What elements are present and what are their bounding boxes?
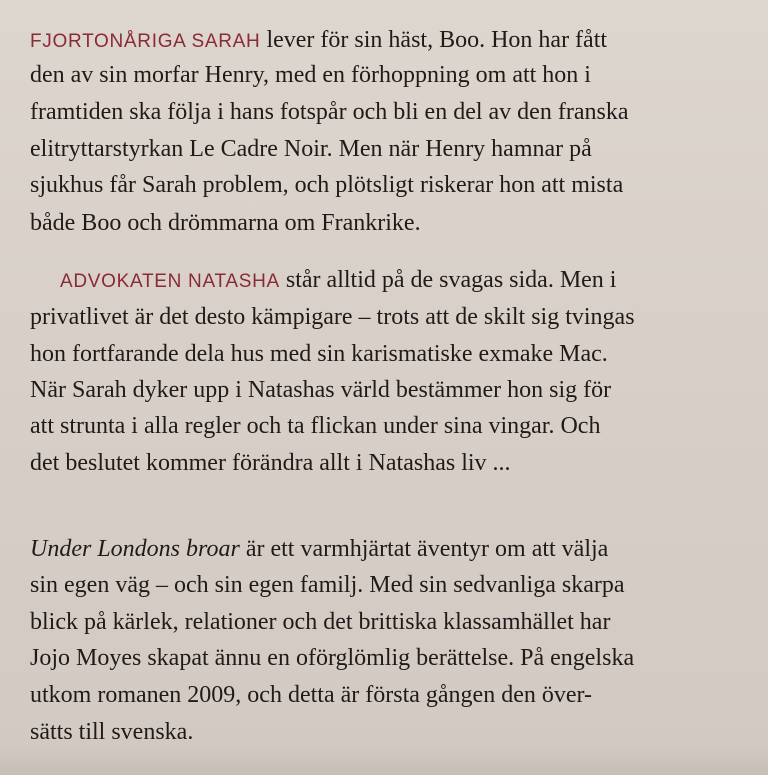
line-summary-6: sätts till svenska. bbox=[30, 719, 194, 745]
book-title: Under Londons broar bbox=[30, 536, 240, 562]
line-sarah-6: både Boo och drömmarna om Frankrike. bbox=[30, 210, 421, 236]
line-sarah-5: sjukhus får Sarah problem, och plötsligt riskerar hon att mista bbox=[30, 172, 624, 198]
line-natasha-4: När Sarah dyker upp i Natashas värld bestämmer hon sig för bbox=[30, 377, 612, 403]
line-sarah-1 bbox=[30, 25, 607, 57]
line-summary-1 bbox=[30, 534, 608, 564]
line-sarah-3: framtiden ska följa i hans fotspår och bli en del av den franska bbox=[30, 99, 629, 125]
lead-sarah: FJORTONÅRIGA SARAH bbox=[30, 31, 261, 52]
lead-natasha: ADVOKATEN NATASHA bbox=[60, 271, 280, 292]
line-summary-2: sin egen väg – och sin egen familj. Med sin sedvanliga skarpa bbox=[30, 572, 625, 598]
line-summary-1-text: är ett varmhjärtat äventyr om att välja bbox=[239, 536, 609, 562]
line-natasha-6: det beslutet kommer förändra allt i Natashas liv ... bbox=[30, 450, 511, 476]
line-natasha-2: privatlivet är det desto kämpigare – trots att de skilt sig tvingas bbox=[30, 304, 635, 330]
line-summary-3: blick på kärlek, relationer och det brittiska klassamhället har bbox=[30, 609, 611, 635]
page-shadow bbox=[0, 745, 768, 775]
line-sarah-1-text: lever för sin häst, Boo. Hon har fått bbox=[260, 27, 608, 53]
line-natasha-3: hon fortfarande dela hus med sin karismatiske exmake Mac. bbox=[30, 341, 608, 367]
line-natasha-1 bbox=[60, 265, 616, 297]
line-summary-5: utkom romanen 2009, och detta är första gången den över- bbox=[30, 682, 592, 708]
line-sarah-2: den av sin morfar Henry, med en förhoppning om att hon i bbox=[30, 62, 591, 88]
line-natasha-5: att strunta i alla regler och ta flickan under sina vingar. Och bbox=[30, 413, 601, 439]
line-natasha-1-text: står alltid på de svagas sida. Men i bbox=[279, 267, 617, 293]
line-summary-4: Jojo Moyes skapat ännu en oförglömlig berättelse. På engelska bbox=[30, 645, 635, 671]
line-sarah-4: elitryttarstyrkan Le Cadre Noir. Men när Henry hamnar på bbox=[30, 136, 592, 162]
